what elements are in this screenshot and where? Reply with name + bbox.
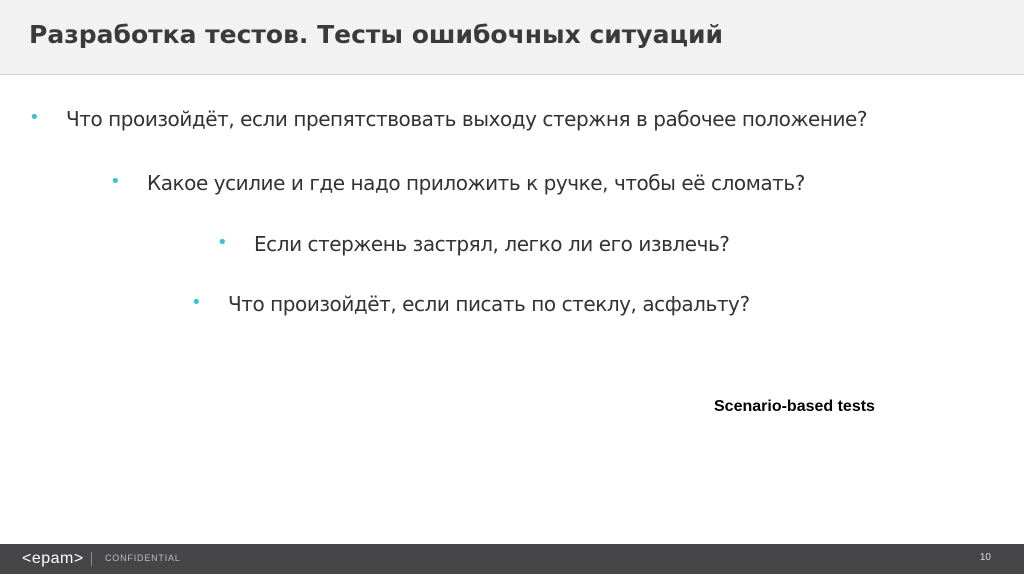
footer-divider <box>91 552 92 566</box>
bullet-dot-icon: • <box>110 171 121 192</box>
scenario-caption: Scenario-based tests <box>714 398 875 415</box>
slide-footer <box>0 544 1024 574</box>
bullet-dot-icon: • <box>29 107 40 128</box>
bullet-dot-icon: • <box>191 292 202 313</box>
page-number: 10 <box>979 552 991 563</box>
bullet-text: Что произойдёт, если препятствовать выходу стержня в рабочее положение? <box>66 107 868 131</box>
bullet-text: Что произойдёт, если писать по стеклу, асфальту? <box>228 292 750 316</box>
bullet-text: Какое усилие и где надо приложить к ручке, чтобы её сломать? <box>147 171 805 195</box>
slide-header <box>0 0 1024 75</box>
slide-title: Разработка тестов. Тесты ошибочных ситуаций <box>29 20 724 49</box>
bullet-text: Если стержень застрял, легко ли его извлечь? <box>254 232 730 256</box>
confidential-label: CONFIDENTIAL <box>105 553 181 563</box>
epam-logo: <epam> <box>22 550 84 567</box>
bullet-dot-icon: • <box>217 232 228 253</box>
